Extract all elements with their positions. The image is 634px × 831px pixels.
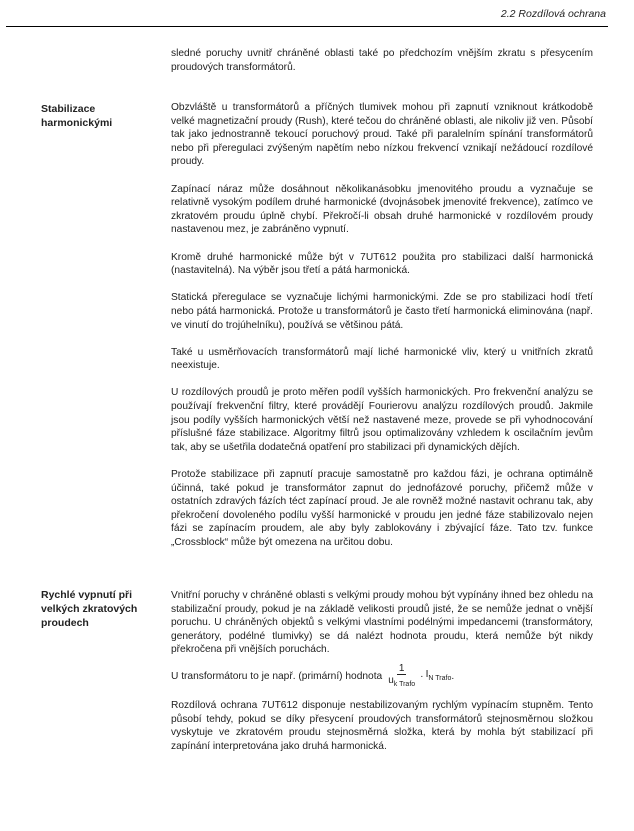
- section1-heading: Stabilizace harmonickými: [41, 103, 113, 129]
- section1-paragraph: Statická přeregulace se vyznačuje lichými harmonickými. Zde se pro stabilizaci hodí třetí nebo pátá harmonická. Protože u transformátorů je často třetí harmonická eliminována (např. ve vinutí do trojúhelníku), používá se většinou pátá.: [171, 292, 593, 331]
- header-divider: [6, 26, 608, 27]
- running-header: [40, 8, 606, 20]
- formula-prefix: U transformátoru to je např. (primární) hodnota: [171, 671, 383, 683]
- formula-fraction: [386, 663, 417, 691]
- section1-paragraph: Také u usměrňovacích transformátorů mají liché harmonické vliv, který u vnitřních zkratů neexistuje.: [171, 346, 593, 372]
- section2-paragraph: Vnitřní poruchy v chráněné oblasti s velkými proudy mohou být vypínány ihned bez ohledu na stabilizační proudy, pokud je na základě velikosti proudů jisté, že se nemůže jednat o vnější poruchu. U chráněných objektů s velkými vlastními podélnými impedancemi (transformátory, generátory, podélné tlumivky) se dá nalézt hodnota proudu, která nemůže být nikdy překročena při vnějších poruchách.: [171, 590, 593, 656]
- formula-dot: ·: [420, 671, 424, 683]
- section1-paragraph: Zapínací náraz může dosáhnout několikanásobku jmenovitého proudu a vyznačuje se relativně vysokým podílem druhé harmonické (dvojnásobek jmenovité frekvence), zatímco ve zkratovém proudu úplně chybí. Překročí-li obsah druhé harmonické v rozdílovém proudy nastavenou mez, je zabráněno vypnutí.: [171, 183, 593, 236]
- formula-current: [425, 668, 455, 686]
- formula-suffix: .: [451, 671, 455, 683]
- section2-heading: Rychlé vypnutí při velkých zkratových proudech: [41, 589, 138, 629]
- section1-body: [171, 101, 593, 550]
- section1-paragraph: U rozdílových proudů je proto měřen podíl vyšších harmonických. Pro frekvenční analýzu se používají frekvenční filtry, které provádějí Fourierovu analýzu rozdílových proudů. Jakmile jsou podíly vyšších harmonických větší než nastavené meze, provede se při vyhodnocování příslušné fáze stabilizace. Algoritmy filtrů jsou optimalizovány vzhledem k oscilačním jevům tak, aby se ušetřila dodatečná opatření pro stabilizaci při dynamických dějích.: [171, 387, 593, 453]
- denominator-base: u: [388, 674, 394, 686]
- current-subscript: N Trafo: [428, 675, 452, 683]
- fraction-denominator: [386, 675, 417, 691]
- section2-paragraph: Rozdílová ochrana 7UT612 disponuje nestabilizovaným rychlým vypínacím stupněm. Tento působí tehdy, pokud se díky přesycení proudových transformátorů stejnosměrnou složkou vyskytuje ve zkratovém proudu stejnosměrná složka, která by mohla být stabilizací při zapínání interpretována jako druhá harmonická.: [171, 699, 593, 752]
- current-base: I: [425, 669, 429, 681]
- denominator-subscript: k Trafo: [393, 680, 416, 688]
- formula-line: [171, 663, 593, 691]
- section-title: 2.2 Rozdílová ochrana: [500, 8, 606, 20]
- section1-paragraph: Protože stabilizace při zapnutí pracuje samostatně pro každou fázi, je ochrana optimálně účinná, také pokud je transformátor zapnut do jednofázové poruchy, přičemž může v ostatních zdravých fázích téct zapínací proud. Je ale rovněž možné nastavit ochranu tak, aby překročení dovoleného podílu vyšší harmonické v proudu jen jedné fáze stabilizovalo nejen fázi se zapínacím proudem, ale aby byly zablokovány i zbývající fáze. Tato tzv. funkce „Crossblock“ může být omezena na určitou dobu.: [171, 469, 593, 548]
- section1-paragraph: Obzvláště u transformátorů a příčných tlumivek mohou při zapnutí vzniknout krátkodobě velké magnetizační proudy (Rush), které tečou do chráněné oblasti, ale nikoliv již ven. Působí tak jako jednostranně tekoucí poruchový proud. Také při paralelním spínání transformátorů nebo při přeregulaci zvýšeným napětím nebo nízkou frekvencí vznikají nežádoucí rozdílové proudy.: [171, 102, 593, 168]
- intro-paragraph: sledné poruchy uvnitř chráněné oblasti také po předchozím vnějším zkratu s přesycením proudových transformátorů.: [171, 48, 593, 73]
- fraction-numerator: 1: [398, 662, 405, 674]
- intro-block: [171, 47, 593, 74]
- section1-paragraph: Kromě druhé harmonické může být v 7UT612 použita pro stabilizaci další harmonická (nastavitelná). Na výběr jsou třetí a pátá harmonická.: [171, 251, 593, 277]
- section2-body: [171, 589, 593, 753]
